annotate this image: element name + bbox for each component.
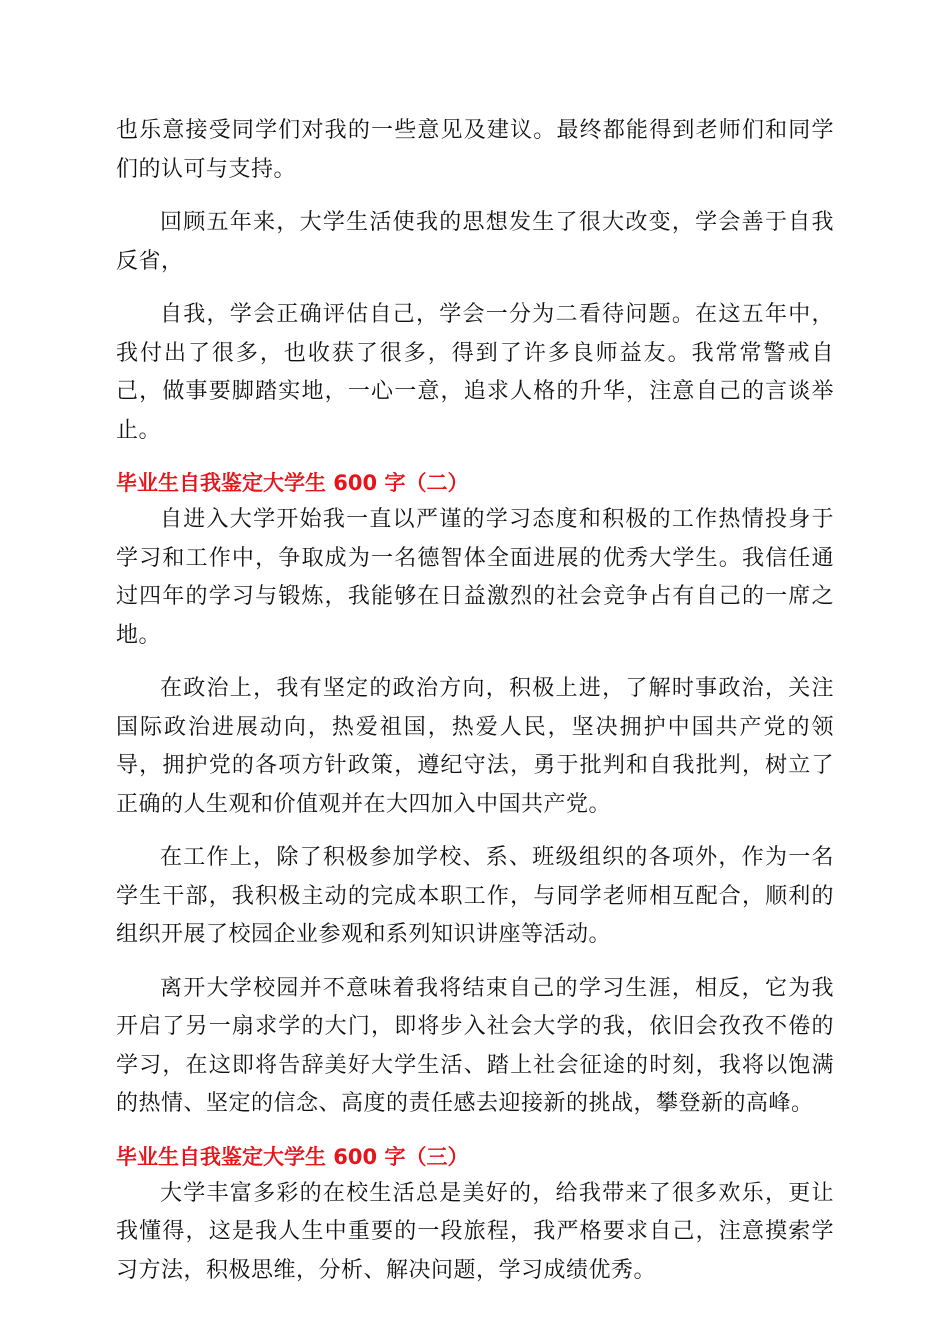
document-page <box>116 112 834 1290</box>
paragraph-campus-life: 大学丰富多彩的在校生活总是美好的，给我带来了很多欢乐，更让我懂得，这是我人生中重要的一段旅程，我严格要求自己，注意摸索学习方法，积极思维，分析、解决问题，学习成绩优秀。 <box>116 1180 834 1283</box>
paragraph-leaving-campus: 离开大学校园并不意味着我将结束自己的学习生涯，相反，它为我开启了另一扇求学的大门，即将步入社会大学的我，依旧会孜孜不倦的学习，在这即将告辞美好大学生活、踏上社会征途的时刻，我将以饱满的热情、坚定的信念、高度的责任感去迎接新的挑战，攀登新的高峰。 <box>116 975 834 1116</box>
paragraph-work: 在工作上，除了积极参加学校、系、班级组织的各项外，作为一名学生干部，我积极主动的完成本职工作，与同学老师相互配合，顺利的组织开展了校园企业参观和系列知识讲座等活动。 <box>116 845 834 947</box>
paragraph-self: 自我，学会正确评估自己，学会一分为二看待问题。在这五年中，我付出了很多，也收获了很多，得到了许多良师益友。我常常警戒自己，做事要脚踏实地，一心一意，追求人格的升华，注意自己的言谈举止。 <box>116 302 834 443</box>
section-heading-3: 毕业生自我鉴定大学生 600 字（三） <box>116 1144 469 1169</box>
paragraph-entering-university: 自进入大学开始我一直以严谨的学习态度和积极的工作热情投身于学习和工作中，争取成为一名德智体全面进展的优秀大学生。我信任通过四年的学习与锻炼，我能够在日益激烈的社会竞争占有自己的一席之地。 <box>116 507 834 648</box>
paragraph-continued: 也乐意接受同学们对我的一些意见及建议。最终都能得到老师们和同学们的认可与支持。 <box>116 118 834 182</box>
paragraph-review: 回顾五年来，大学生活使我的思想发生了很大改变，学会善于自我反省， <box>116 210 834 274</box>
paragraph-politics: 在政治上，我有坚定的政治方向，积极上进，了解时事政治，关注国际政治进展动向，热爱祖国，热爱人民，坚决拥护中国共产党的领导，拥护党的各项方针政策，遵纪守法，勇于批判和自我批判，树立了正确的人生观和价值观并在大四加入中国共产党。 <box>116 676 834 817</box>
section-heading-2: 毕业生自我鉴定大学生 600 字（二） <box>116 471 469 495</box>
